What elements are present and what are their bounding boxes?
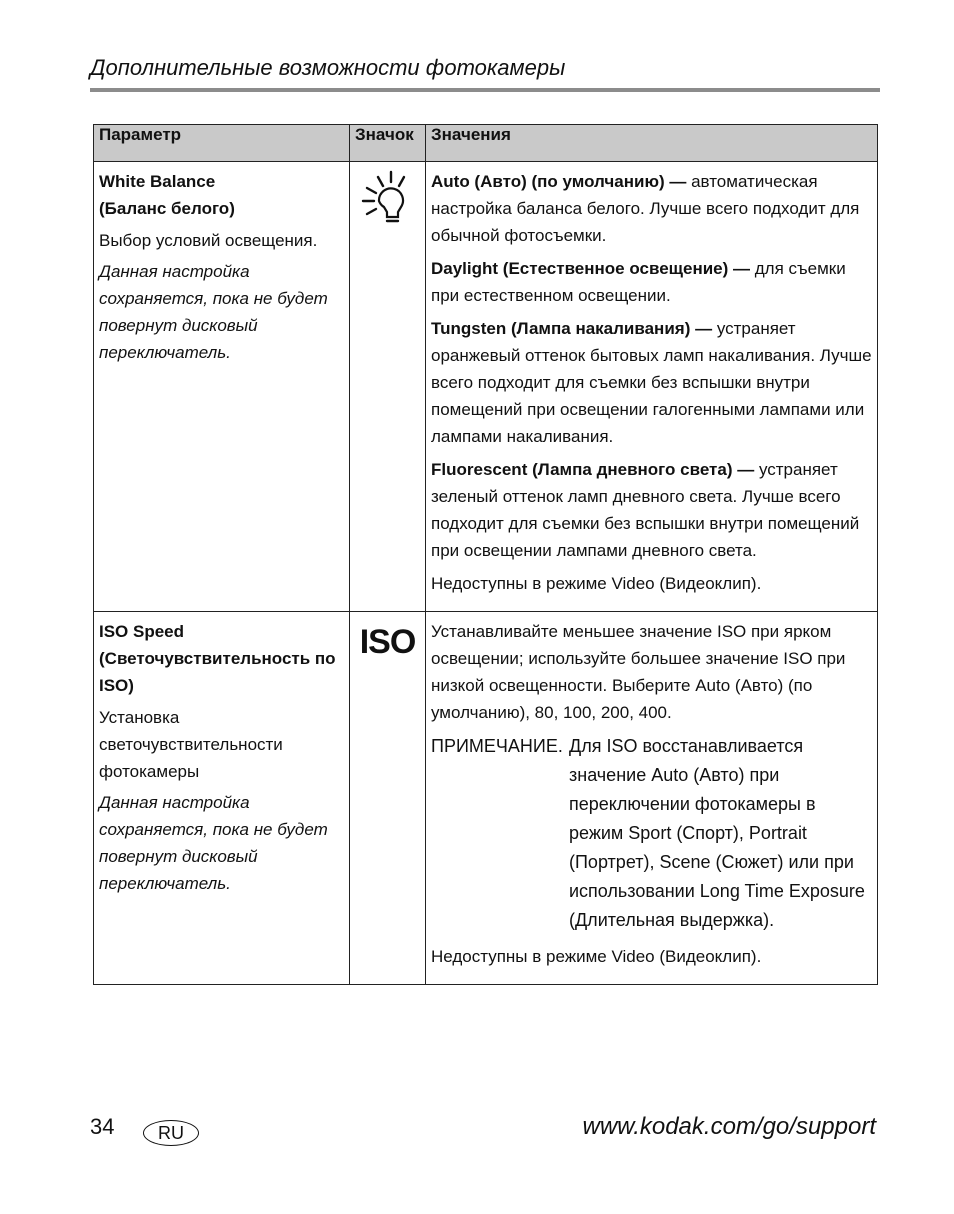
option-tungsten — [431, 315, 872, 450]
option-fluorescent — [431, 456, 872, 564]
option-text: автоматическая настройка баланса белого. Лучше всего подходит для обычной фотосъемки. — [431, 172, 860, 245]
param-description: Установка светочувствительности фотокамеры — [99, 708, 283, 781]
option-text: устраняет зеленый оттенок ламп дневного света. Лучше всего подходит для съемки без вспышки внутри помещений при освещении лампами дневного света. — [431, 460, 860, 560]
param-name: White Balance — [99, 172, 216, 191]
white-balance-bulb-icon — [357, 168, 419, 226]
table-header-row — [94, 125, 878, 162]
page-number: 34 — [90, 1114, 115, 1139]
language-badge: RU — [143, 1120, 199, 1146]
param-description: Выбор условий освещения. — [99, 231, 318, 250]
option-text: для съемки при естественном освещении. — [431, 259, 846, 305]
param-name-translation: (Баланс белого) — [99, 199, 235, 218]
iso-icon: ISO — [359, 623, 416, 661]
note-text: Для ISO восстанавливается значение Auto (Авто) при переключении фотокамеры в режим Sport (Спорт), Portrait (Портрет), Scene (Сюжет) или при использовании Long Time Exposure (Длительная выдержка). — [569, 736, 865, 930]
table-row-iso-speed — [94, 612, 878, 985]
unavailable-note: Недоступны в режиме Video (Видеоклип). — [431, 574, 762, 593]
iso-description: Устанавливайте меньшее значение ISO при ярком освещении; используйте большее значение ISO при низкой освещенности. Выберите Auto (Авто) (по умолчанию), 80, 100, 200, 400. — [431, 622, 846, 722]
values-cell — [426, 162, 878, 612]
iso-note — [431, 732, 872, 935]
param-cell — [94, 162, 350, 612]
table-row-white-balance — [94, 162, 878, 612]
param-cell — [94, 612, 350, 985]
option-text: устраняет оранжевый оттенок бытовых ламп накаливания. Лучше всего подходит для съемки без вспышки внутри помещений при освещении галогенными лампами или лампами накаливания. — [431, 319, 872, 446]
note-label: ПРИМЕЧАНИЕ. — [431, 736, 563, 756]
unavailable-note: Недоступны в режиме Video (Видеоклип). — [431, 947, 762, 966]
option-label: Auto (Авто) (по умолчанию) — — [431, 172, 687, 191]
column-header-icon: Значок — [350, 125, 426, 162]
column-header-parameter: Параметр — [94, 125, 350, 162]
support-url: www.kodak.com/go/support — [582, 1113, 876, 1140]
column-header-values: Значения — [426, 125, 878, 162]
icon-cell — [350, 162, 426, 612]
page-header-title: Дополнительные возможности фотокамеры — [90, 55, 566, 80]
param-note: Данная настройка сохраняется, пока не будет повернут дисковый переключатель. — [99, 793, 328, 893]
header-rule — [90, 88, 880, 92]
param-name: ISO Speed — [99, 622, 185, 641]
option-label: Tungsten (Лампа накаливания) — — [431, 319, 713, 338]
option-auto — [431, 168, 872, 249]
option-label: Daylight (Естественное освещение) — — [431, 259, 751, 278]
icon-cell — [350, 612, 426, 985]
option-label: Fluorescent (Лампа дневного света) — — [431, 460, 755, 479]
param-note: Данная настройка сохраняется, пока не будет повернут дисковый переключатель. — [99, 262, 328, 362]
settings-table — [93, 124, 878, 985]
param-name-translation: (Светочувствительность по ISO) — [99, 649, 336, 695]
option-daylight — [431, 255, 872, 309]
values-cell — [426, 612, 878, 985]
